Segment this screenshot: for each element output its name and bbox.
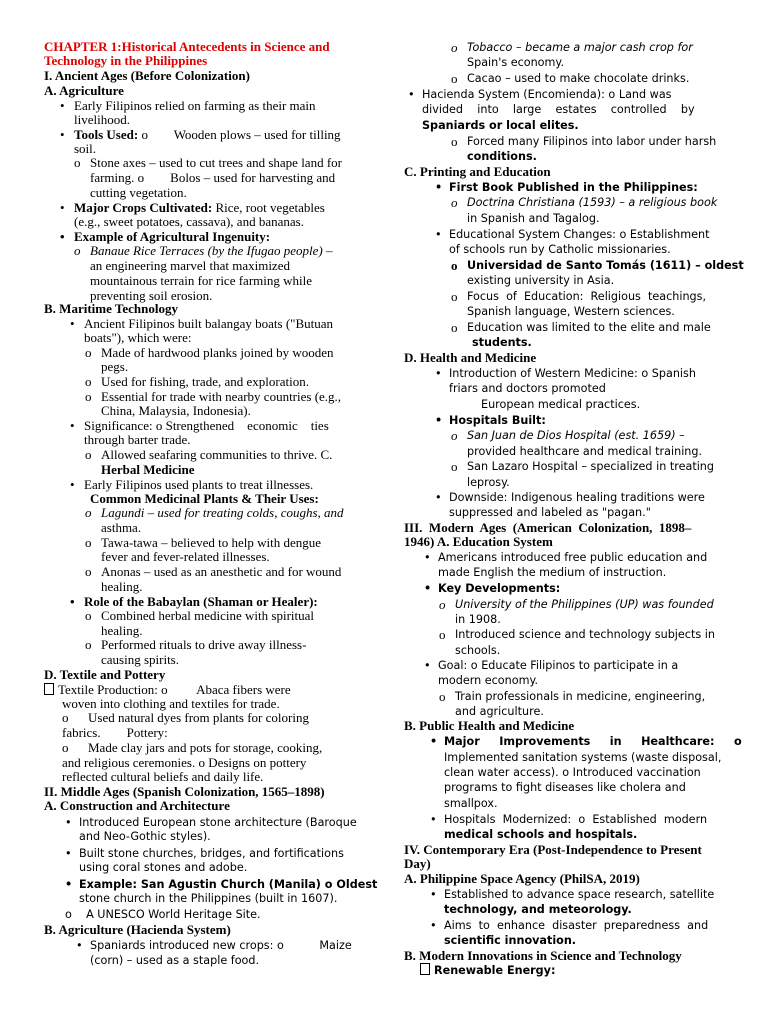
section-heading: B. Agriculture (Hacienda System) — [44, 922, 231, 937]
paragraph-line: reflected cultural beliefs and daily life. — [62, 769, 264, 784]
section-heading: A. Agriculture — [44, 83, 124, 98]
sub-item-cont: schools. — [455, 644, 501, 657]
list-item-cont: (corn) – used as a staple food. — [90, 954, 260, 967]
list-item-heading: Common Medicinal Plants & Their Uses: — [90, 491, 319, 506]
list-item-cont: made English the medium of instruction. — [438, 566, 667, 579]
list-item: • Downside: Indigenous healing traditions were — [449, 490, 705, 505]
sub-item: o Lagundi – used for treating colds, coughs, and — [101, 505, 344, 520]
sub-item-cont: in Spanish and Tagalog. — [467, 212, 600, 225]
sub-item-cont: preventing soil erosion. — [90, 288, 213, 303]
sub-item-cont: in 1908. — [455, 613, 501, 626]
sub-item: o Performed rituals to drive away illness- — [101, 637, 306, 652]
list-item: • Established to advance space research, satellite — [444, 887, 714, 902]
list-item: • Early Filipinos used plants to treat illnesses. — [84, 477, 313, 492]
list-item: • Americans introduced free public education and — [438, 550, 707, 565]
sub-item-cont: provided healthcare and medical training. — [467, 445, 703, 458]
sub-item: o San Juan de Dios Hospital (est. 1659) – — [467, 428, 685, 443]
left-column — [38, 0, 378, 1024]
list-item: • Introduction of Western Medicine: o Spanish — [449, 366, 696, 381]
missing-glyph-icon — [44, 683, 54, 695]
sub-item: o Combined herbal medicine with spiritual — [101, 608, 314, 623]
sub-item: o Allowed seafaring communities to thrive. C. — [101, 447, 332, 462]
list-item: • Major Improvements in Healthcare: o — [444, 734, 742, 749]
list-item-cont: programs to fight diseases like cholera and — [444, 781, 686, 794]
part-heading: Day) — [404, 856, 431, 871]
list-item-cont: scientific innovation. — [444, 934, 577, 947]
sub-item: o Cacao – used to make chocolate drinks. — [467, 71, 689, 86]
sub-item-cont: healing. — [101, 623, 143, 638]
list-item: • Major Crops Cultivated: Rice, root vegetables — [74, 200, 325, 215]
sub-item-cont: and agriculture. — [455, 705, 544, 718]
list-item: Renewable Energy: — [420, 963, 555, 978]
sub-item: o University of the Philippines (UP) was founded — [455, 597, 714, 612]
list-item: • Role of the Babaylan (Shaman or Healer): — [84, 594, 318, 609]
list-item-cont: suppressed and labeled as "pagan." — [449, 506, 651, 519]
section-heading: D. Textile and Pottery — [44, 667, 166, 682]
list-item: • Key Developments: — [438, 581, 560, 596]
list-item-cont: smallpox. — [444, 797, 498, 810]
sub-item: o Doctrina Christiana (1593) – a religious book — [467, 195, 717, 210]
list-item: • Goal: o Educate Filipinos to participate in a — [438, 658, 678, 673]
paragraph-line: o Used natural dyes from plants for coloring — [62, 710, 309, 725]
section-heading: Herbal Medicine — [101, 462, 195, 477]
paragraph-line: woven into clothing and textiles for trade. — [62, 696, 280, 711]
list-item: • Hacienda System (Encomienda): o Land was — [422, 87, 672, 102]
sub-item: o Focus of Education: Religious teachings, — [467, 289, 706, 304]
sub-item-cont: fever and fever-related illnesses. — [101, 549, 270, 564]
list-item-cont: (e.g., sweet potatoes, cassava), and bananas. — [74, 214, 304, 229]
sub-item-cont: existing university in Asia. — [467, 274, 615, 287]
missing-glyph-icon — [420, 963, 430, 975]
sub-item: o Banaue Rice Terraces (by the Ifugao people) – — [90, 243, 332, 258]
list-item-cont: Implemented sanitation systems (waste disposal, — [444, 751, 722, 764]
list-item-cont: stone church in the Philippines (built in 1607). — [79, 892, 338, 905]
sub-item-cont: cutting vegetation. — [90, 185, 187, 200]
part-heading: IV. Contemporary Era (Post-Independence to Present — [404, 842, 702, 857]
section-heading: D. Health and Medicine — [404, 350, 537, 365]
list-item: • First Book Published in the Philippines: — [449, 180, 698, 195]
sub-item: o Train professionals in medicine, engineering, — [455, 689, 705, 704]
list-item-cont: medical schools and hospitals. — [444, 828, 638, 841]
list-item: • Hospitals Built: — [449, 413, 546, 428]
sub-item: o Introduced science and technology subjects in — [455, 627, 715, 642]
sub-item-cont: China, Malaysia, Indonesia). — [101, 403, 251, 418]
sub-item: o Tawa-tawa – believed to help with dengue — [101, 535, 321, 550]
list-item: • Tools Used: o Wooden plows – used for tilling — [74, 127, 341, 142]
sub-item: o Made of hardwood planks joined by wooden — [101, 345, 334, 360]
list-item-cont: clean water access). o Introduced vaccination — [444, 766, 701, 779]
section-heading: C. Printing and Education — [404, 164, 551, 179]
section-heading: A. Philippine Space Agency (PhilSA, 2019) — [404, 871, 640, 886]
list-item-cont: soil. — [74, 141, 97, 156]
list-item-cont: livelihood. — [74, 112, 130, 127]
list-item-cont: modern economy. — [438, 674, 539, 687]
list-item-cont: divided into large estates controlled by — [422, 103, 695, 116]
sub-item-cont: Spanish language, Western sciences. — [467, 305, 675, 318]
list-item-cont: friars and doctors promoted — [449, 382, 606, 395]
list-item: • Introduced European stone architecture (Baroque — [79, 815, 357, 830]
sub-item-cont: mountainous terrain for rice farming while — [90, 273, 313, 288]
chapter-title: CHAPTER 1:Historical Antecedents in Science and — [44, 39, 330, 54]
list-item: • Significance: o Strengthened economic ties — [84, 418, 329, 433]
section-heading: B. Public Health and Medicine — [404, 718, 575, 733]
part-heading: II. Middle Ages (Spanish Colonization, 1565–1898) — [44, 784, 325, 799]
list-item-cont: using coral stones and adobe. — [79, 861, 248, 874]
list-item: • Educational System Changes: o Establishment — [449, 227, 710, 242]
sub-item: o Tobacco – became a major cash crop for — [467, 40, 693, 55]
sub-item: o Universidad de Santo Tomás (1611) – oldest — [467, 258, 744, 273]
sub-item: o Stone axes – used to cut trees and shape land for — [90, 155, 342, 170]
paragraph-line: fabrics. Pottery: — [62, 725, 168, 740]
sub-item: o Forced many Filipinos into labor under harsh — [467, 134, 716, 149]
part-heading: III. Modern Ages (American Colonization, 1898– — [404, 520, 692, 535]
paragraph-line: and religious ceremonies. o Designs on pottery — [62, 755, 307, 770]
list-item: • Example: San Agustin Church (Manila) o Oldest — [79, 877, 377, 892]
list-item: • Hospitals Modernized: o Established modern — [444, 812, 707, 827]
sub-item: o Used for fishing, trade, and exploration. — [101, 374, 309, 389]
sub-item-cont: healing. — [101, 579, 143, 594]
list-item-cont: through barter trade. — [84, 432, 191, 447]
sub-item-cont: farming. o Bolos – used for harvesting and — [90, 170, 336, 185]
right-column — [400, 0, 744, 1024]
part-heading: I. Ancient Ages (Before Colonization) — [44, 68, 250, 83]
list-item-cont: and Neo-Gothic styles). — [79, 830, 211, 843]
section-heading: A. Construction and Architecture — [44, 798, 230, 813]
sub-item: o Education was limited to the elite and male — [467, 320, 711, 335]
sub-item-cont: pegs. — [101, 359, 129, 374]
list-item-cont: European medical practices. — [481, 398, 641, 411]
list-item: • Early Filipinos relied on farming as their main — [74, 98, 316, 113]
list-item-cont: technology, and meteorology. — [444, 903, 632, 916]
list-item: • Aims to enhance disaster preparedness and — [444, 918, 708, 933]
sub-item-cont: an engineering marvel that maximized — [90, 258, 290, 273]
part-heading: 1946) A. Education System — [404, 534, 553, 549]
sub-item-cont: asthma. — [101, 520, 142, 535]
sub-item: o A UNESCO World Heritage Site. — [65, 908, 261, 921]
sub-item-cont: causing spirits. — [101, 652, 179, 667]
list-item: • Ancient Filipinos built balangay boats ("Butuan — [84, 316, 333, 331]
sub-item: o Essential for trade with nearby countries (e.g., — [101, 389, 341, 404]
list-item-cont: of schools run by Catholic missionaries. — [449, 243, 671, 256]
sub-item-cont: students. — [472, 336, 532, 349]
section-heading: B. Modern Innovations in Science and Technology — [404, 948, 682, 963]
section-heading: B. Maritime Technology — [44, 301, 178, 316]
sub-item-cont: Spain's economy. — [467, 56, 565, 69]
list-item-cont: Spaniards or local elites. — [422, 119, 579, 132]
list-item: • Example of Agricultural Ingenuity: — [74, 229, 270, 244]
list-item-cont: boats"), which were: — [84, 330, 192, 345]
list-item: • Built stone churches, bridges, and fortifications — [79, 846, 344, 861]
sub-item: o San Lazaro Hospital – specialized in treating — [467, 459, 714, 474]
chapter-title-line2: Technology in the Philippines — [44, 53, 208, 68]
paragraph-line: Textile Production: o Abaca fibers were — [44, 682, 291, 697]
list-item: • Spaniards introduced new crops: o Maize — [90, 938, 352, 953]
sub-item-cont: conditions. — [467, 150, 537, 163]
sub-item: o Anonas – used as an anesthetic and for wound — [101, 564, 341, 579]
sub-item-cont: leprosy. — [467, 476, 510, 489]
paragraph-line: o Made clay jars and pots for storage, cooking, — [62, 740, 323, 755]
